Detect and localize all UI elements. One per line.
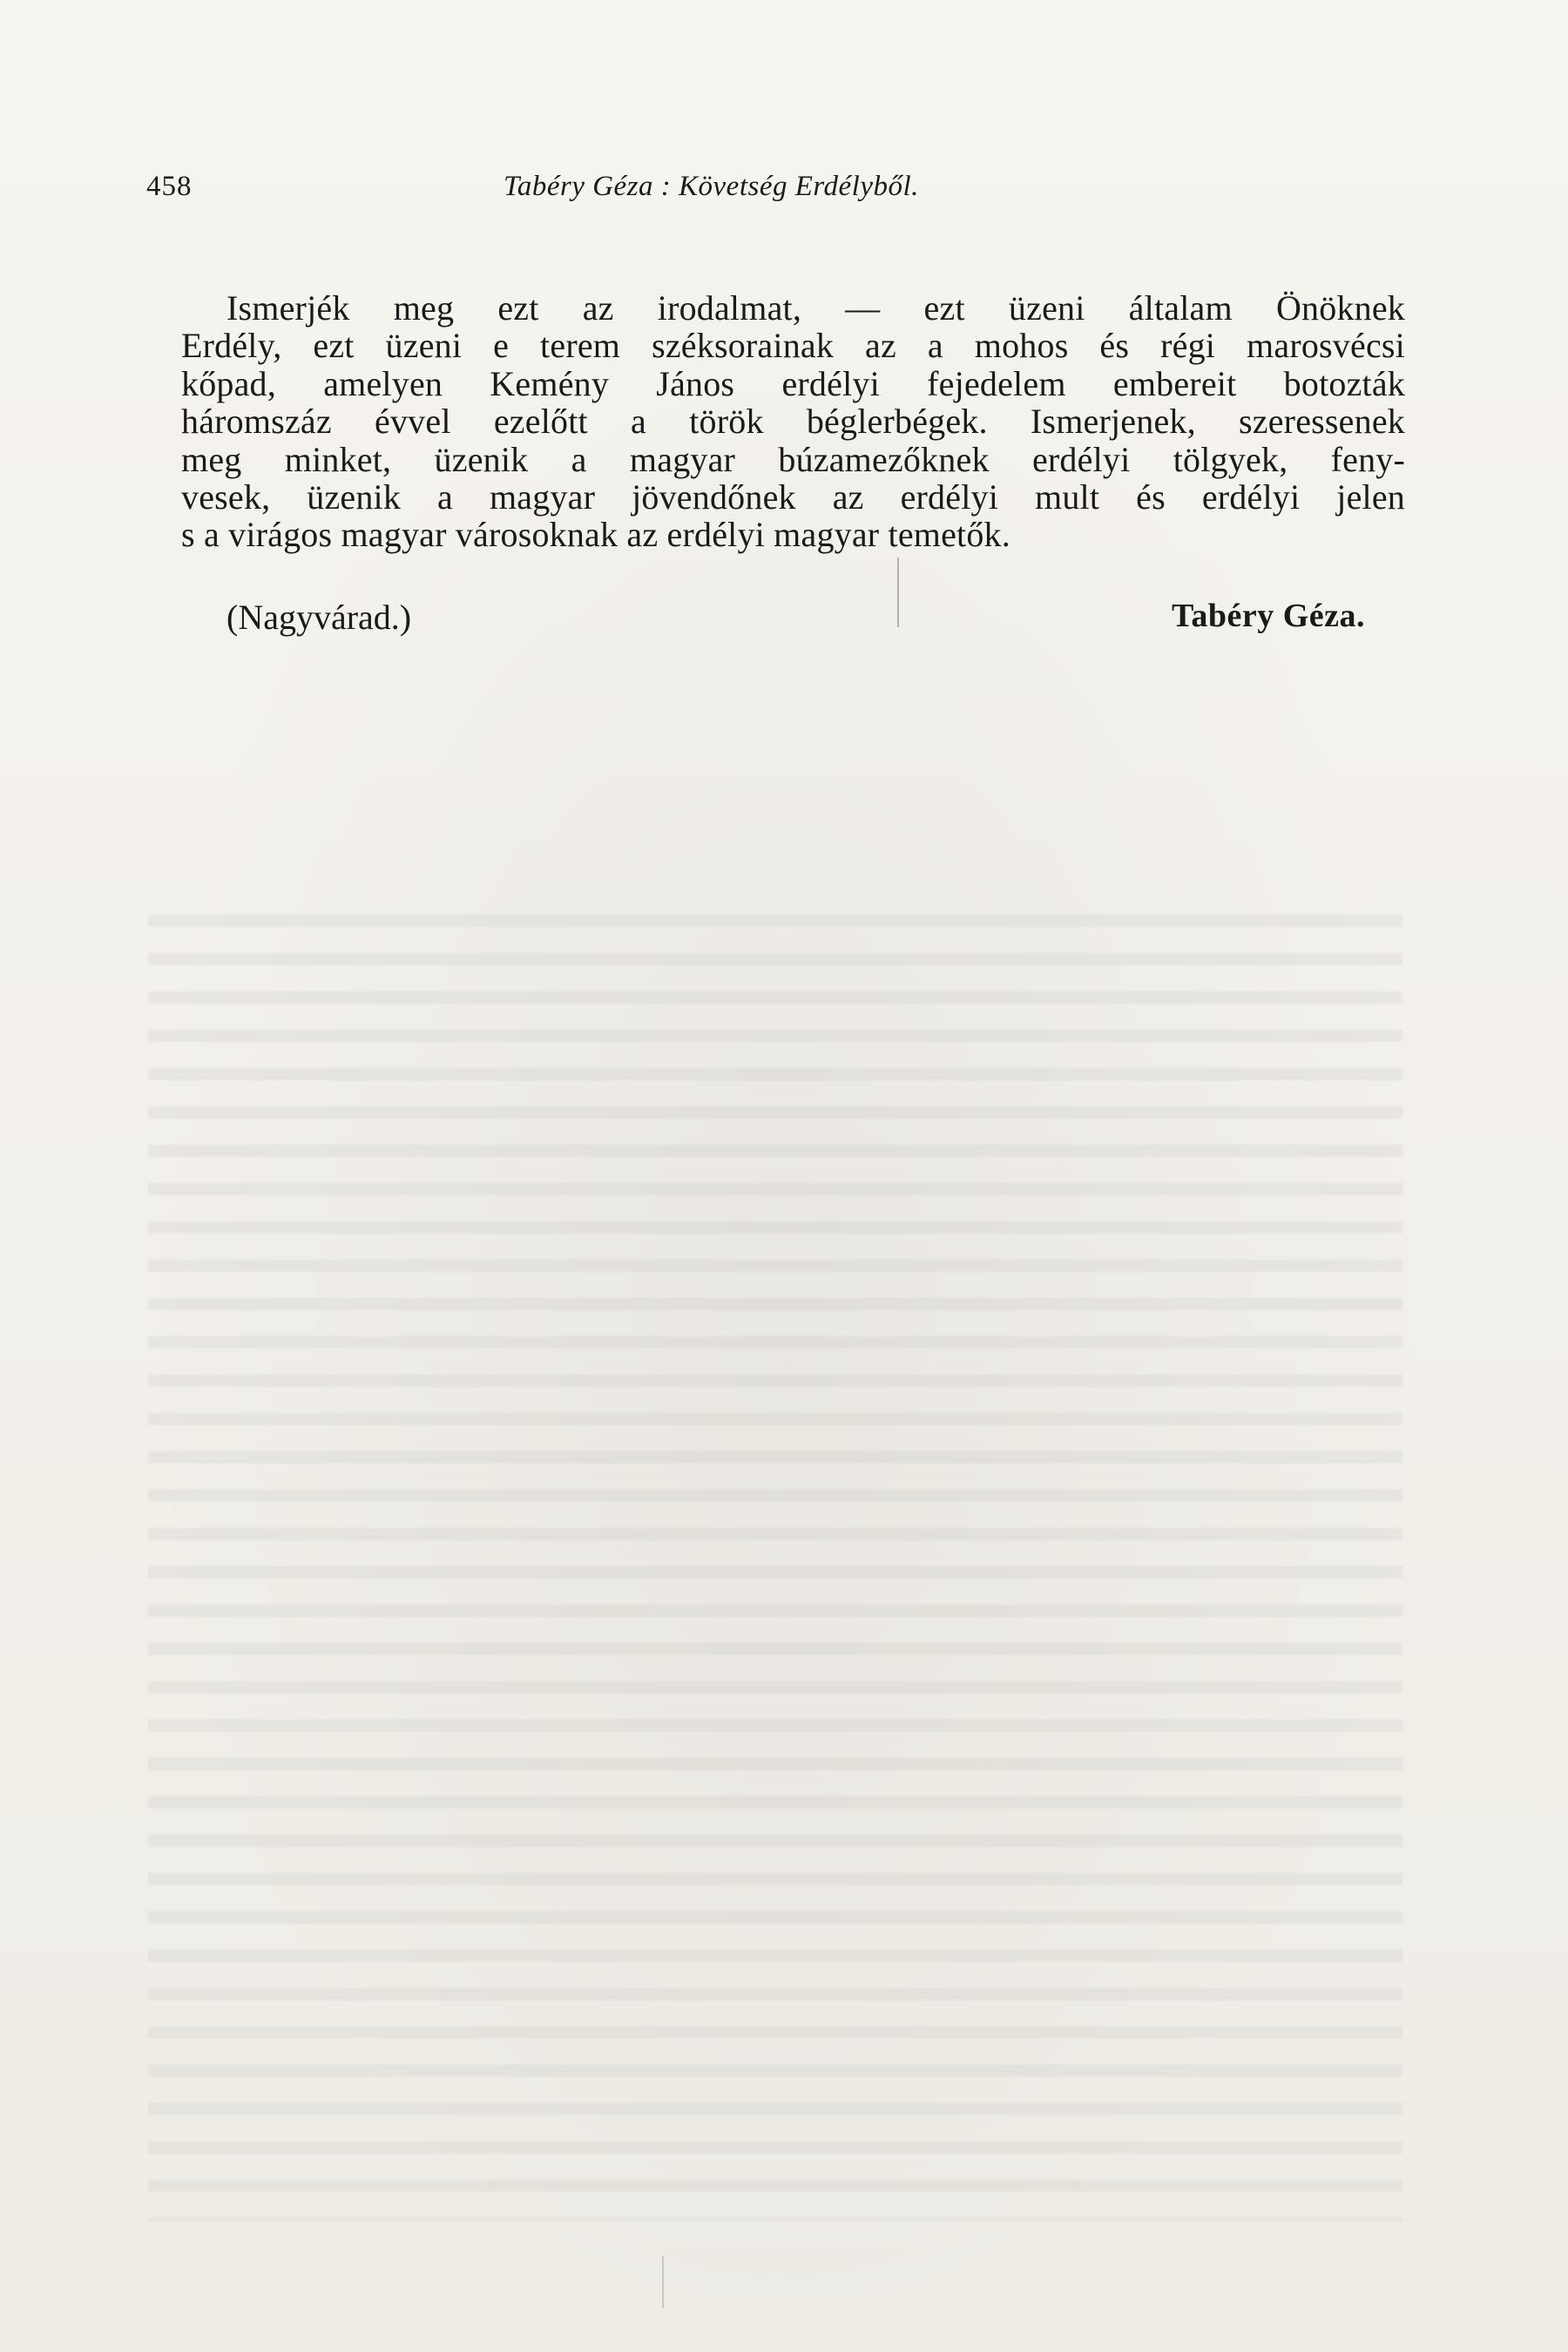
paragraph-line: Ismerjék meg ezt az irodalmat, — ezt üzeni általam Önöknek bbox=[226, 288, 1405, 328]
author-signature: Tabéry Géza. bbox=[1171, 598, 1365, 634]
paragraph-line: háromszáz évvel ezelőtt a török béglerbégek. Ismerjenek, szeressenek bbox=[181, 402, 1405, 442]
bleed-through-text bbox=[148, 915, 1402, 2221]
running-title: Tabéry Géza : Követség Erdélyből. bbox=[504, 171, 919, 202]
paragraph-line: kőpad, amelyen Kemény János erdélyi fejedelem embereit botozták bbox=[181, 363, 1405, 403]
page-number: 458 bbox=[146, 171, 193, 202]
body-paragraph bbox=[181, 289, 1405, 554]
paragraph-line: vesek, üzenik a magyar jövendőnek az erdélyi mult és erdélyi jelen bbox=[181, 477, 1405, 517]
signature-row bbox=[226, 597, 1365, 640]
page-header bbox=[146, 171, 1401, 209]
scan-mark bbox=[897, 558, 899, 627]
place-label: (Nagyvárad.) bbox=[226, 598, 412, 637]
scan-mark bbox=[662, 2256, 664, 2308]
paragraph-line: s a virágos magyar városoknak az erdélyi magyar temetők. bbox=[181, 515, 1010, 555]
paragraph-line: Erdély, ezt üzeni e terem széksorainak az a mohos és régi marosvécsi bbox=[181, 326, 1405, 366]
paragraph-line: meg minket, üzenik a magyar búzamezőknek erdélyi tölgyek, feny- bbox=[181, 439, 1405, 479]
